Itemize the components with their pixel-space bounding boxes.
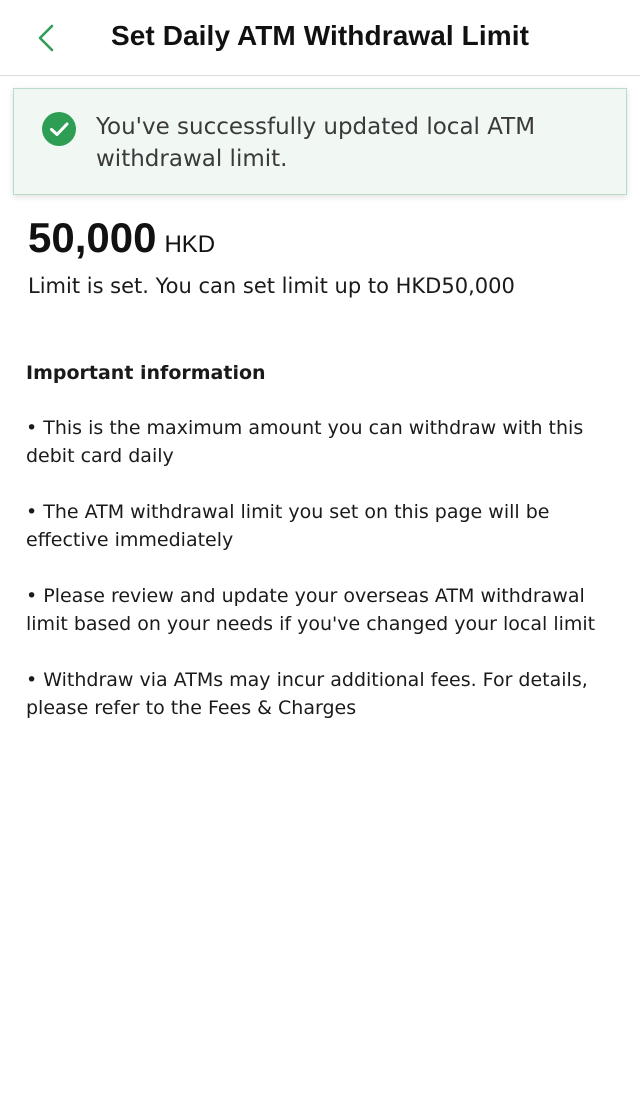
check-circle-icon [42, 112, 76, 146]
info-item: • Withdraw via ATMs may incur additional fees. For details, please refer to the Fees & Charges [26, 669, 588, 719]
info-item: • This is the maximum amount you can withdraw with this debit card daily [26, 417, 584, 467]
nav-bar [0, 0, 640, 76]
success-toast [13, 88, 627, 195]
limit-currency: HKD [164, 231, 216, 258]
info-heading: Important information [26, 362, 266, 384]
important-info-section [26, 360, 606, 750]
limit-amount: 50,000 [28, 214, 157, 261]
limit-display [28, 214, 215, 262]
limit-note: Limit is set. You can set limit up to HKD50,000 [28, 274, 515, 298]
page-title: Set Daily ATM Withdrawal Limit [110, 20, 530, 51]
toast-message: You've successfully updated local ATM withdrawal limit. [96, 114, 536, 172]
info-item: • The ATM withdrawal limit you set on this page will be effective immediately [26, 501, 550, 551]
info-item: • Please review and update your overseas ATM withdrawal limit based on your needs if you've changed your local limit [26, 585, 596, 635]
